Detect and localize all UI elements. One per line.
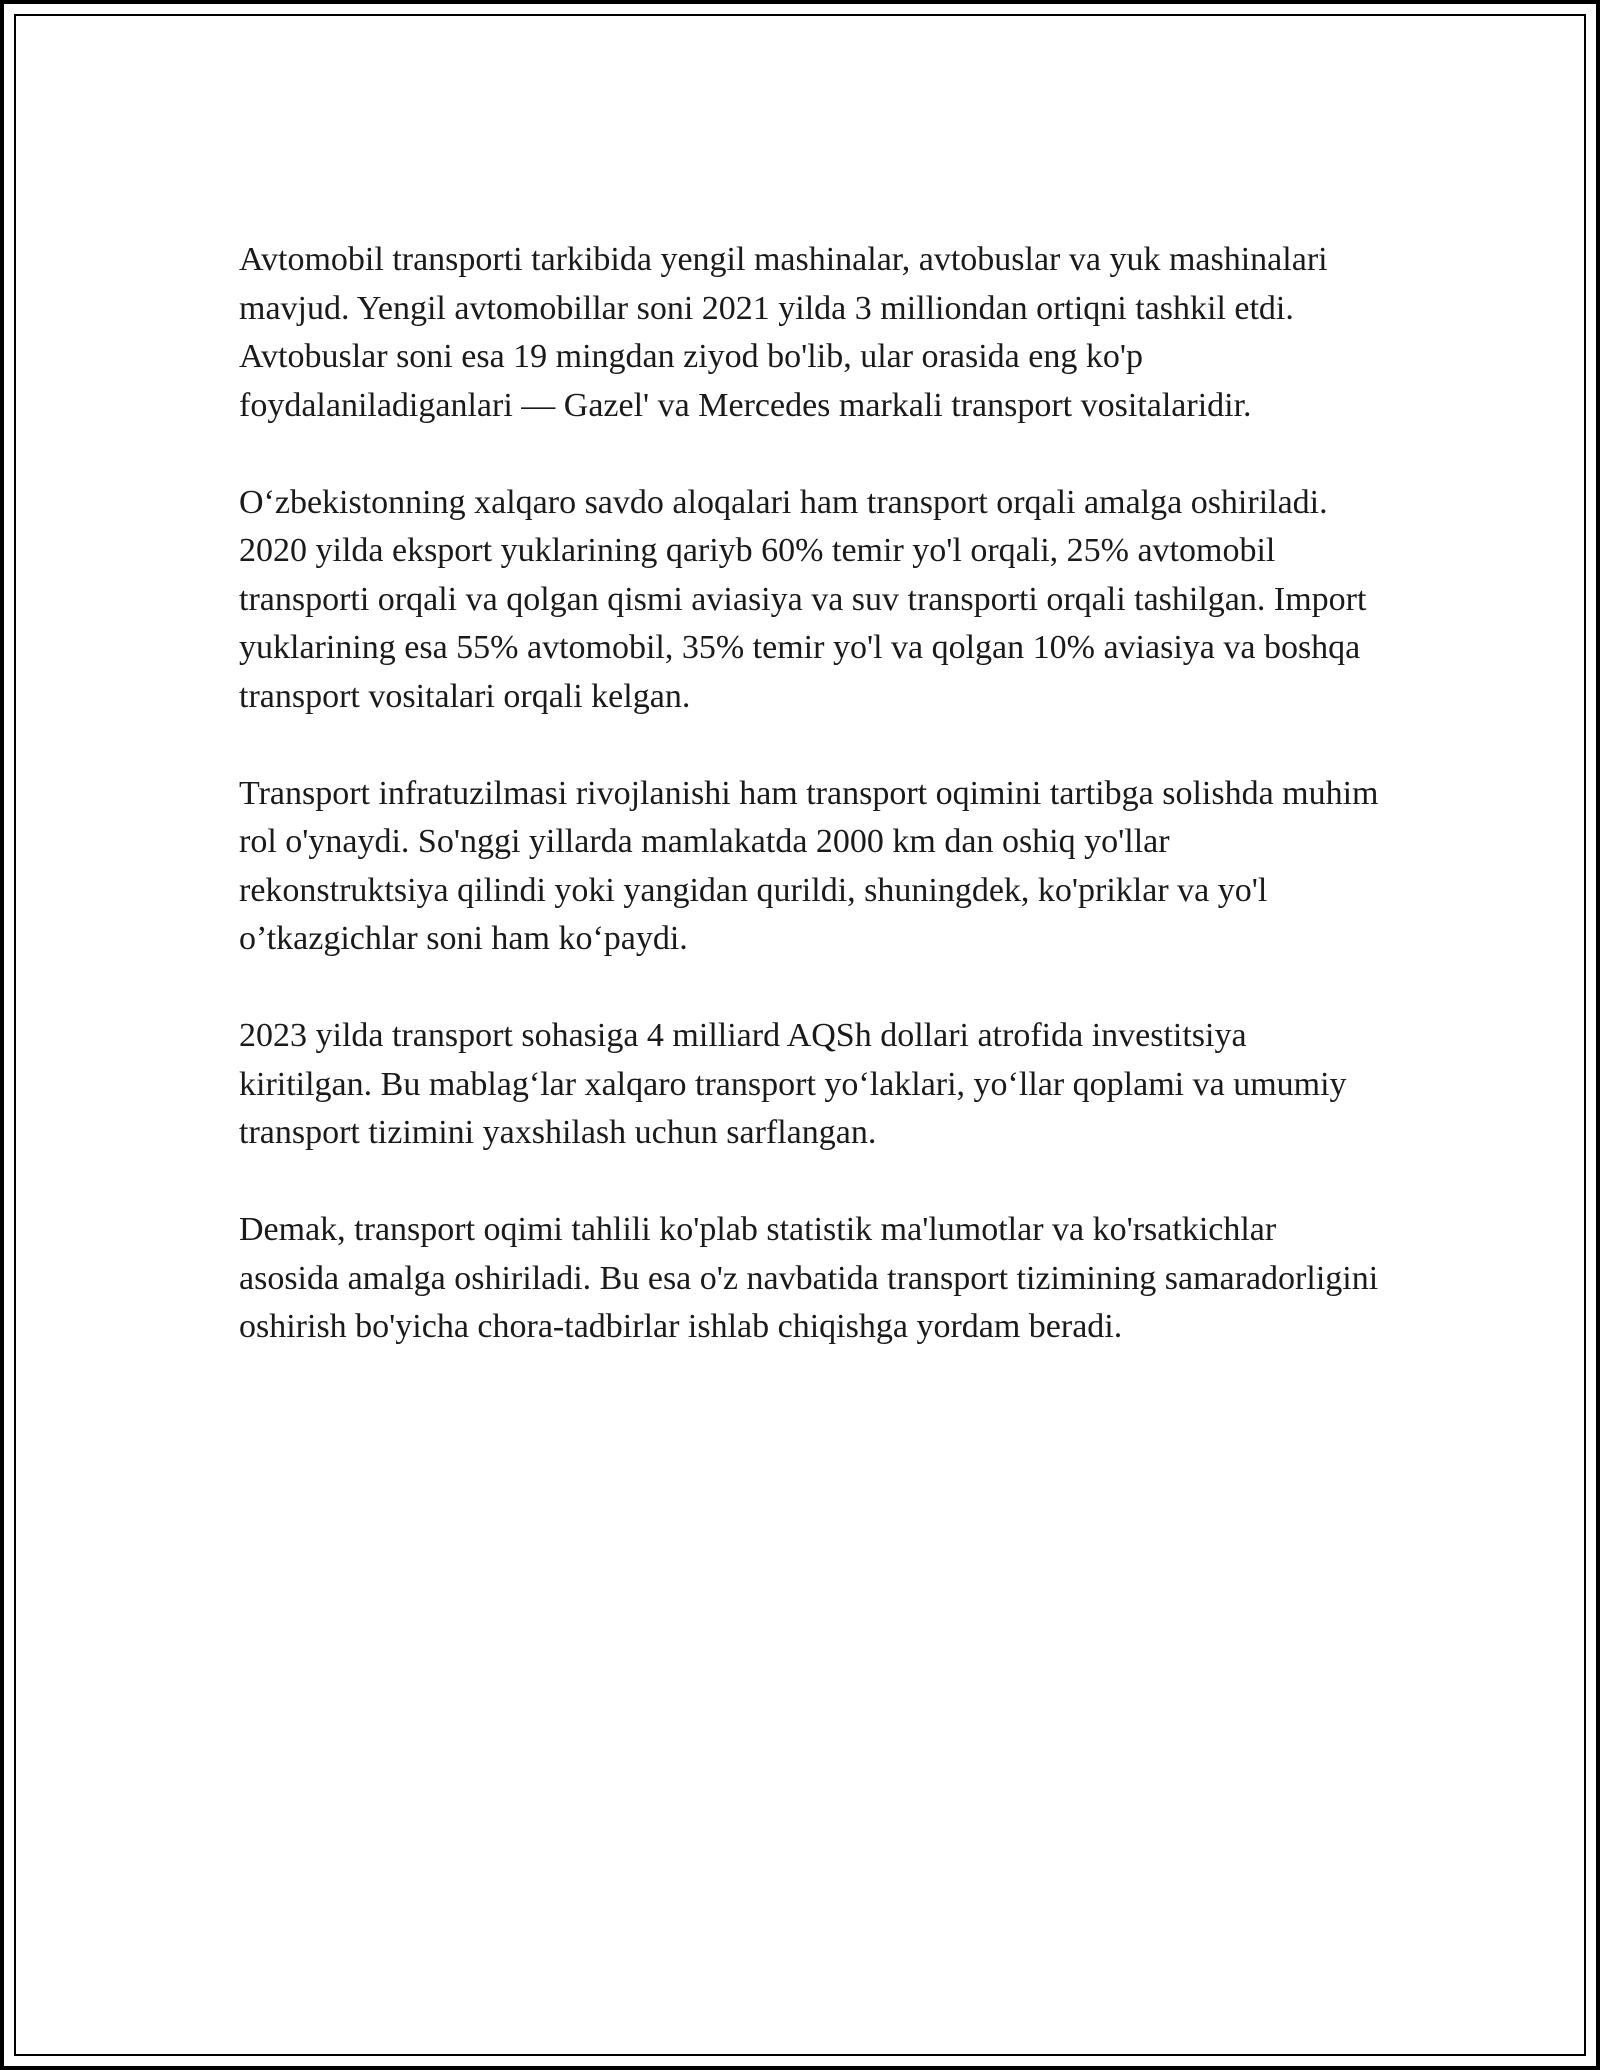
paragraph-investment: 2023 yilda transport sohasiga 4 milliard AQSh dollari atrofida investitsiya kiritilgan. Bu mablag‘lar xalqaro transport yo‘laklari, yo‘llar qoplami va umumiy transport tizimini yaxshilash uchun sarflangan. [239,1017,1347,1151]
paragraph-infrastructure: Transport infratuzilmasi rivojlanishi ham transport oqimini tartibga solishda muhim rol o'ynaydi. So'nggi yillarda mamlakatda 2000 km dan oshiq yo'llar rekonstruktsiya qilindi yoki yangidan qurildi, shuningdek, ko'priklar va yo'l o’tkazgichlar soni ham ko‘paydi. [239,774,1379,957]
document-body [239,236,1384,1352]
paragraph-conclusion: Demak, transport oqimi tahlili ko'plab statistik ma'lumotlar va ko'rsatkichlar asosida amalga oshiriladi. Bu esa o'z navbatida transport tizimining samaradorligini oshirish bo'yicha chora-tadbirlar ishlab chiqishga yordam beradi. [239,1211,1379,1345]
paragraph-automobile-transport: Avtomobil transporti tarkibida yengil mashinalar, avtobuslar va yuk mashinalari mavjud. Yengil avtomobillar soni 2021 yilda 3 milliondan ortiqni tashkil etdi. Avtobuslar soni esa 19 mingdan ziyod bo'lib, ular orasida eng ko'p foydalaniladiganlari — Gazel' va Mercedes markali transport vositalaridir. [239,241,1328,424]
paragraph-international-trade: O‘zbekistonning xalqaro savdo aloqalari ham transport orqali amalga oshiriladi. 2020 yilda eksport yuklarining qariyb 60% temir yo'l orqali, 25% avtomobil transporti orqali va qolgan qismi aviasiya va suv transporti orqali tashilgan. Import yuklarining esa 55% avtomobil, 35% temir yo'l va qolgan 10% aviasiya va boshqa transport vositalari orqali kelgan. [239,483,1367,715]
